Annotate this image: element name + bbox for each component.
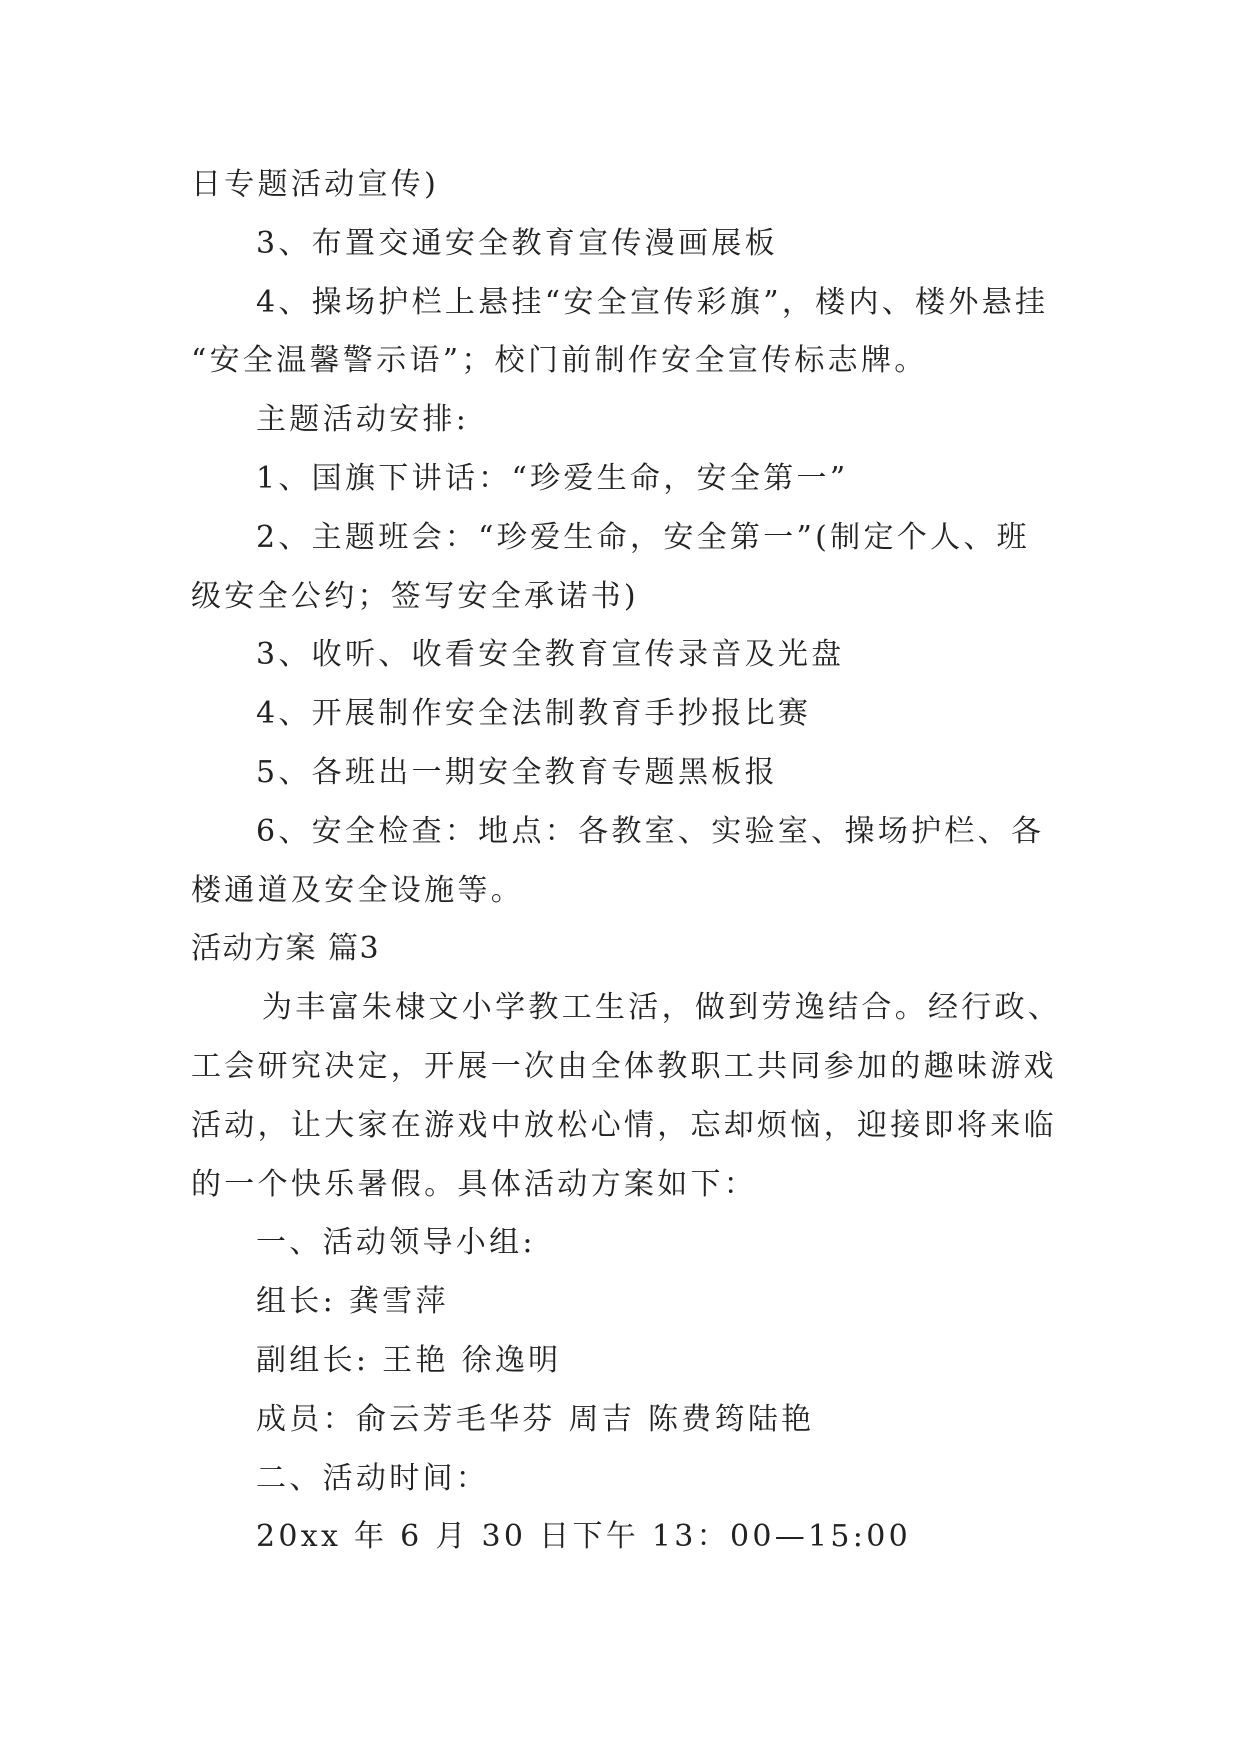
- list-item: 3、布置交通安全教育宣传漫画展板: [256, 225, 778, 261]
- list-item: 4、开展制作安全法制教育手抄报比赛: [256, 696, 812, 732]
- section-label: 二、活动时间：: [256, 1460, 490, 1496]
- text-line: 成员：俞云芳毛华芬 周吉 陈费筠陆艳: [256, 1401, 815, 1437]
- list-item: 5、各班出一期安全教育专题黑板报: [256, 754, 778, 790]
- text-line: 组长: 龚雪萍: [256, 1284, 449, 1320]
- paragraph-line: 活动，让大家在游戏中放松心情，忘却烦恼，迎接即将来临: [191, 1107, 1057, 1143]
- section-label: 一、活动领导小组:: [256, 1225, 536, 1261]
- list-item: 2、主题班会：“珍爱生命，安全第一”(制定个人、班: [256, 519, 1030, 555]
- list-item: 3、收听、收看安全教育宣传录音及光盘: [256, 637, 845, 673]
- paragraph-line: 工会研究决定，开展一次由全体教职工共同参加的趣味游戏: [191, 1048, 1057, 1084]
- paragraph-line: 的一个快乐暑假。具体活动方案如下：: [191, 1166, 758, 1202]
- list-item: 6、安全检查：地点：各教室、实验室、操场护栏、各: [256, 813, 1045, 849]
- section-heading: 活动方案 篇3: [191, 931, 381, 967]
- text-line: 日专题活动宣传): [191, 167, 440, 202]
- text-line: “安全温馨警示语”；校门前制作安全宣传标志牌。: [191, 343, 928, 379]
- document-body: [191, 156, 1191, 1567]
- text-line: 副组长: 王艳 徐逸明: [256, 1342, 562, 1378]
- text-line: 楼通道及安全设施等。: [191, 872, 524, 908]
- list-item: 1、国旗下讲话：“珍爱生命，安全第一”: [256, 460, 849, 496]
- text-line: 20xx 年 6 月 30 日下午 13：00—15:00: [256, 1519, 911, 1555]
- paragraph-line: 为丰富朱棣文小学教工生活，做到劳逸结合。经行政、: [262, 990, 1062, 1026]
- list-item: 4、操场护栏上悬挂“安全宣传彩旗”，楼内、楼外悬挂: [256, 284, 1049, 320]
- section-label: 主题活动安排:: [256, 402, 470, 438]
- text-line: 级安全公约；签写安全承诺书): [191, 578, 639, 614]
